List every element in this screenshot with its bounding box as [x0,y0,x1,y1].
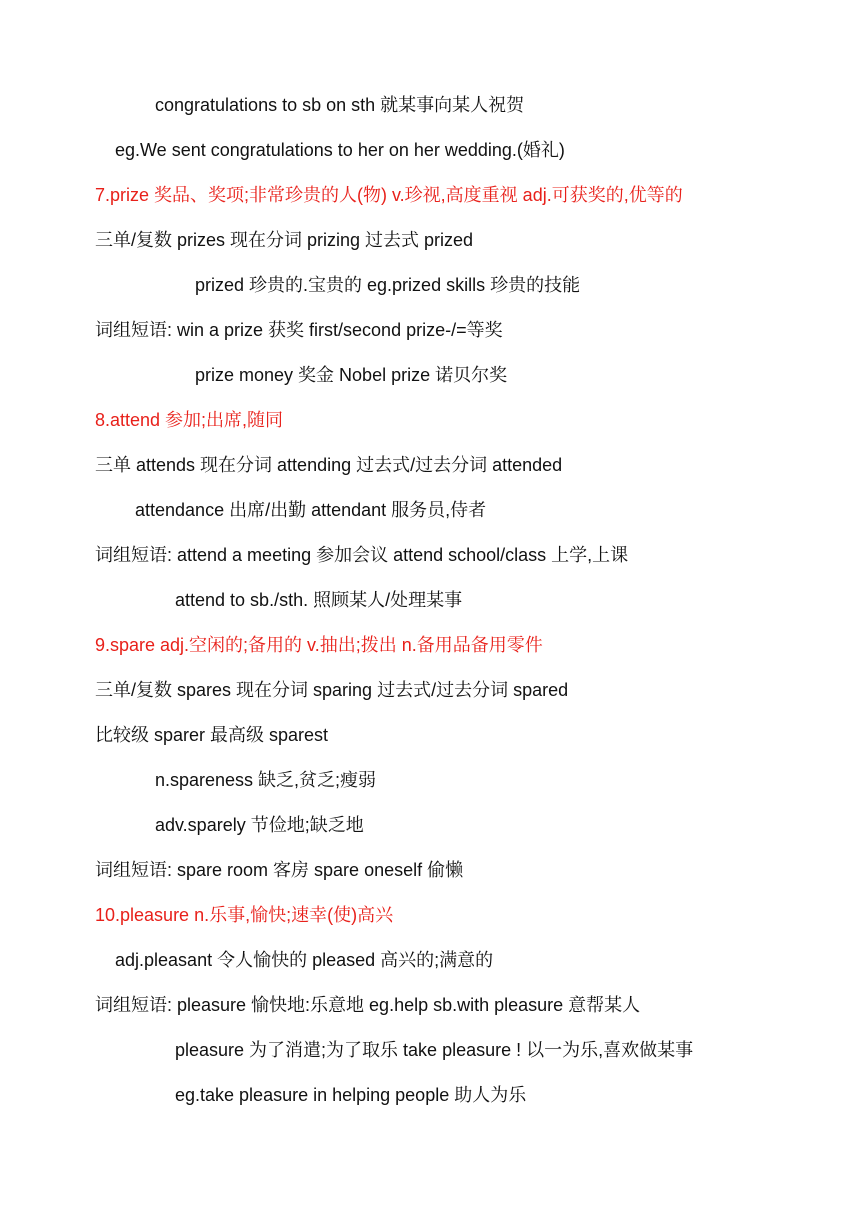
text-line: 三单 attends 现在分词 attending 过去式/过去分词 attended [95,455,563,475]
text-line: 词组短语: attend a meeting 参加会议 attend school/class 上学,上课 [95,545,629,565]
text-line: n.spareness 缺乏,贫乏;瘦弱 [155,770,377,790]
entry-heading-prize: 7.prize 奖品、奖项;非常珍贵的人(物) v.珍视,高度重视 adj.可获奖的,优等的 [95,185,683,205]
text-line: eg.take pleasure in helping people 助人为乐 [175,1085,527,1105]
text-line: attendance 出席/出勤 attendant 服务员,侍者 [135,500,487,520]
text-line: congratulations to sb on sth 就某事向某人祝贺 [155,95,525,115]
text-line: prized 珍贵的.宝贵的 eg.prized skills 珍贵的技能 [195,275,581,295]
text-line: adj.pleasant 令人愉快的 pleased 高兴的;满意的 [115,950,494,970]
entry-heading-spare: 9.spare adj.空闲的;备用的 v.抽出;拨出 n.备用品备用零件 [95,635,543,655]
text-line: 比较级 sparer 最高级 sparest [95,725,329,745]
text-line: adv.sparely 节俭地;缺乏地 [155,815,364,835]
text-line: 三单/复数 spares 现在分词 sparing 过去式/过去分词 spared [95,680,569,700]
text-line: prize money 奖金 Nobel prize 诺贝尔奖 [195,365,508,385]
text-line: 词组短语: spare room 客房 spare oneself 偷懒 [95,860,464,880]
entry-heading-pleasure: 10.pleasure n.乐事,愉快;速幸(使)高兴 [95,905,394,925]
entry-heading-attend: 8.attend 参加;出席,随同 [95,410,284,430]
text-line: 三单/复数 prizes 现在分词 prizing 过去式 prized [95,230,474,250]
text-line: 词组短语: pleasure 愉快地:乐意地 eg.help sb.with pleasure 意帮某人 [95,995,641,1015]
text-line: attend to sb./sth. 照顾某人/处理某事 [175,590,463,610]
text-line: 词组短语: win a prize 获奖 first/second prize-/=等奖 [95,320,503,340]
text-line: pleasure 为了消遣;为了取乐 take pleasure ! 以一为乐,喜欢做某事 [175,1040,694,1060]
text-line: eg.We sent congratulations to her on her wedding.(婚礼) [115,140,565,160]
